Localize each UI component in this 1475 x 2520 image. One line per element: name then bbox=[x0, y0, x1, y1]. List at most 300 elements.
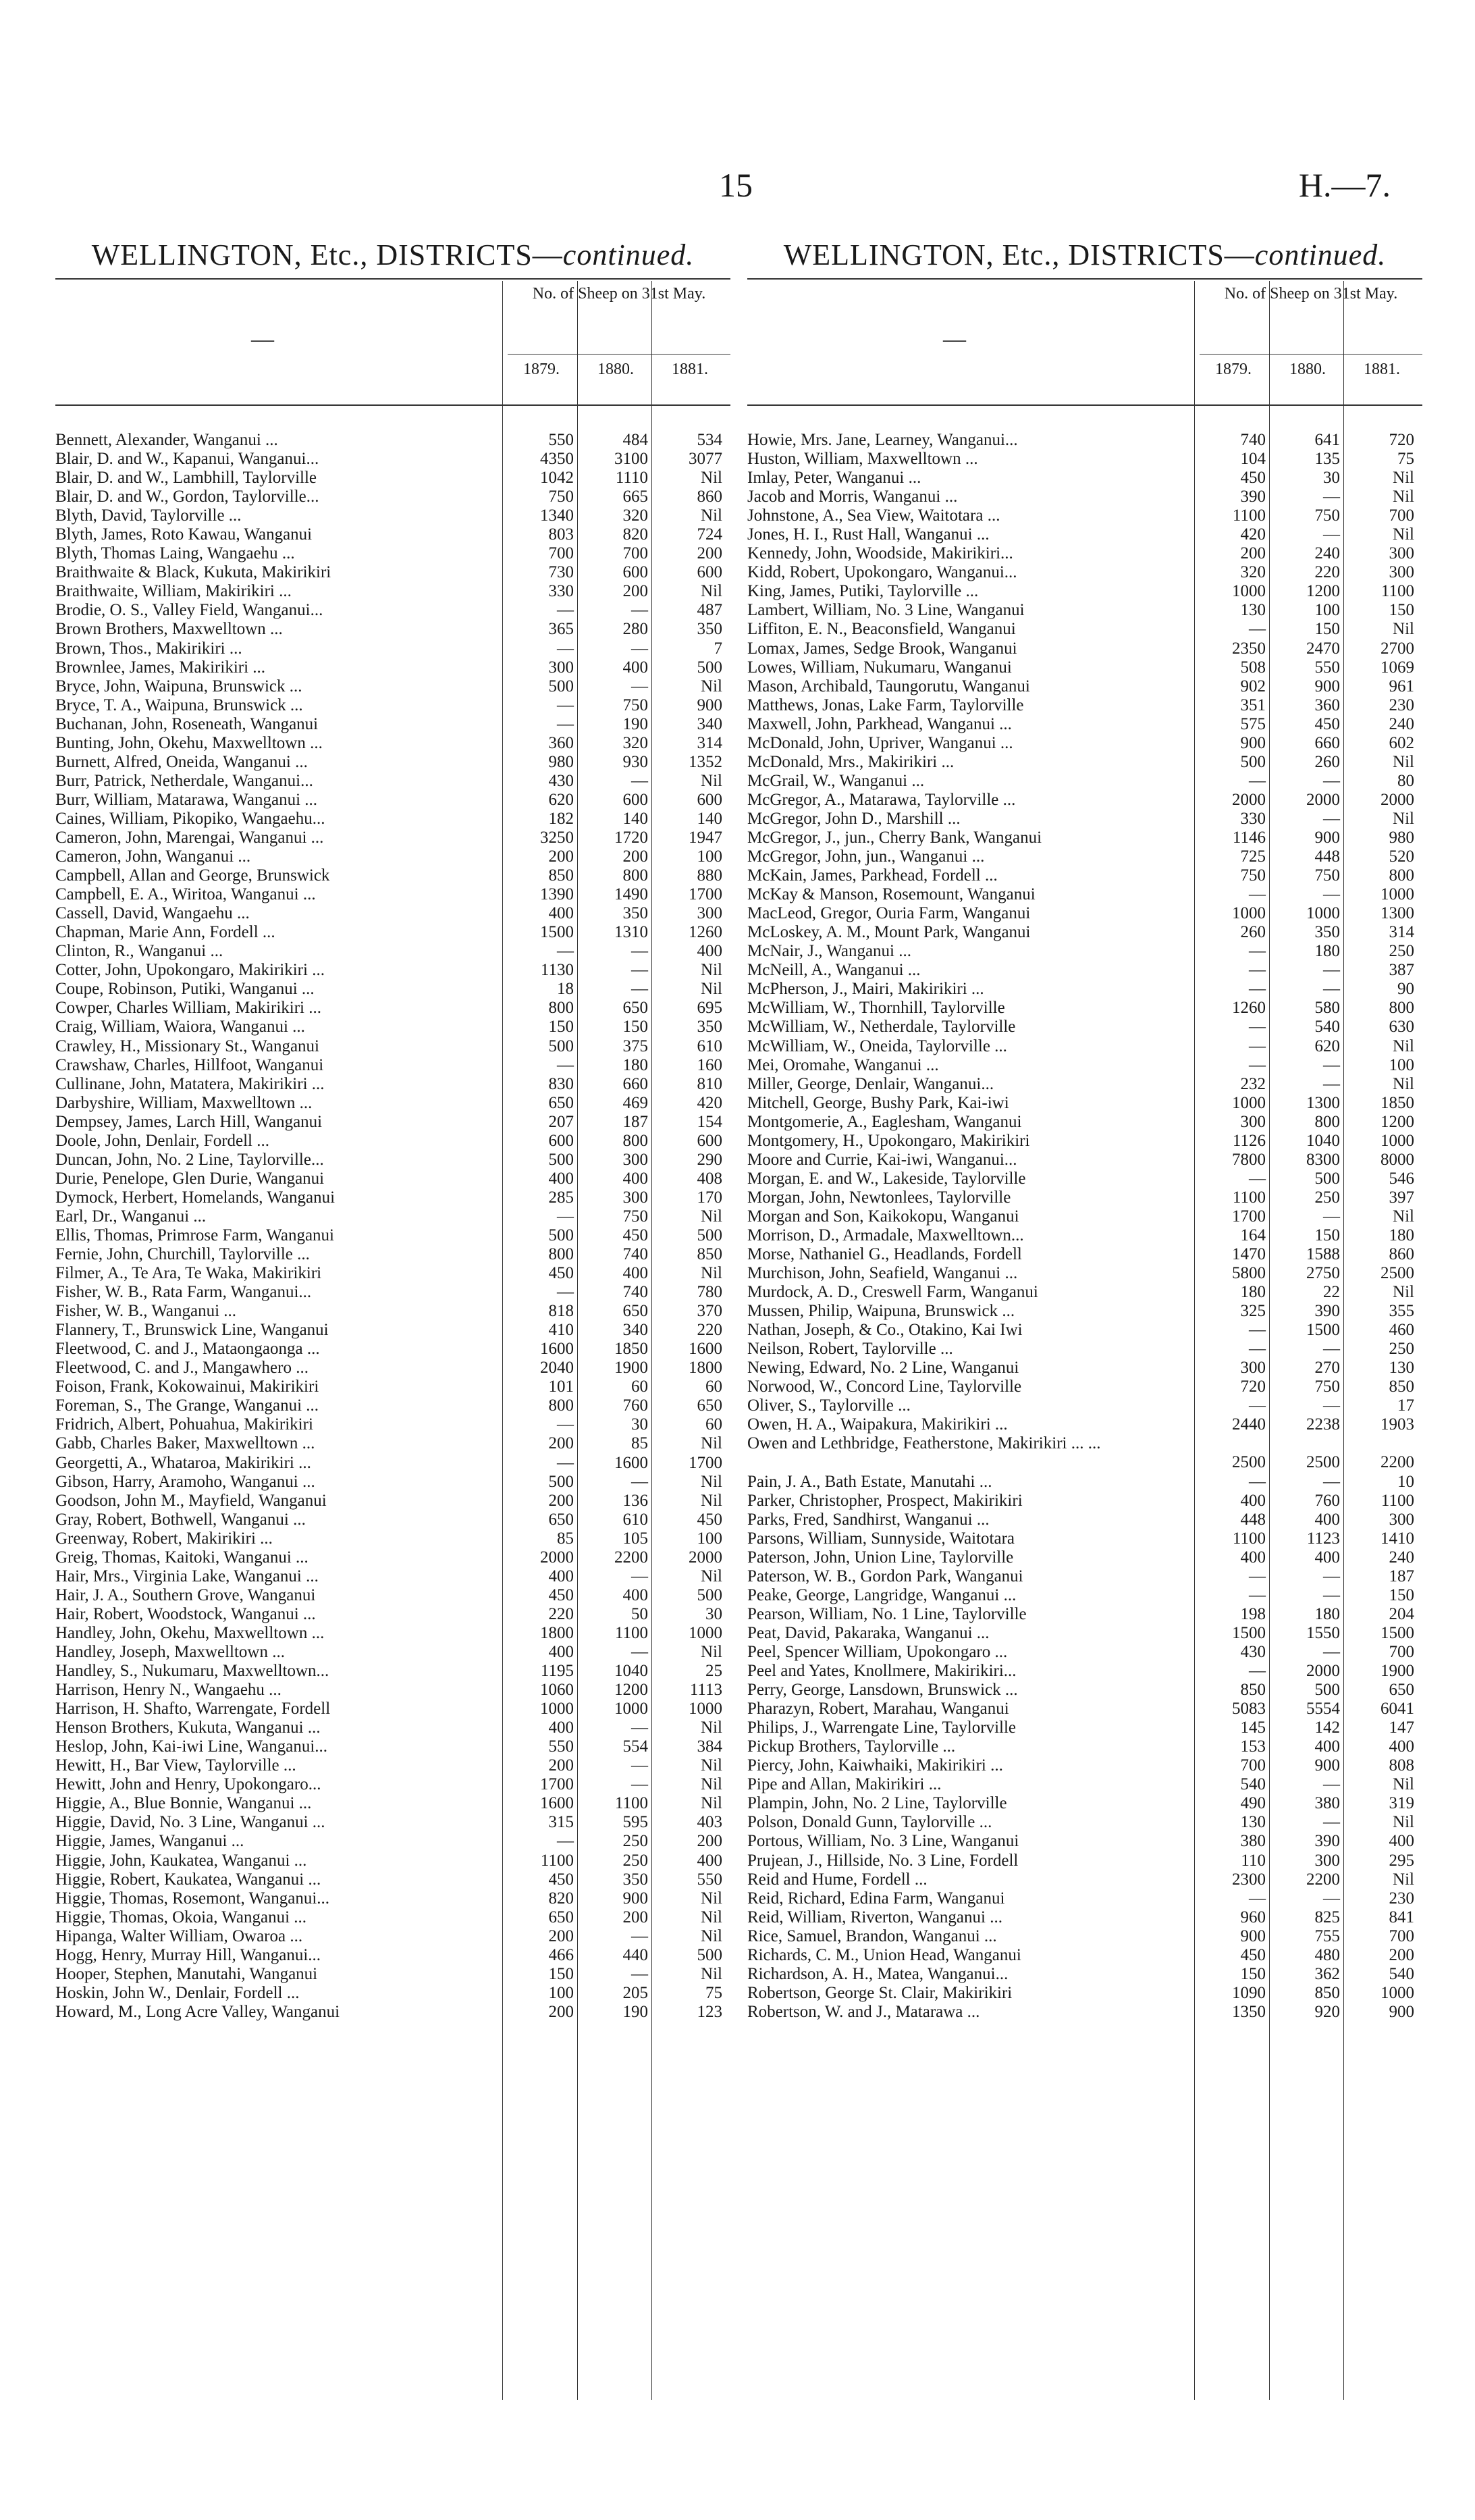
sheep-1880-cell: — bbox=[631, 771, 648, 790]
table-row bbox=[747, 1718, 1422, 1737]
sheep-1879-cell: 351 bbox=[1240, 695, 1266, 714]
sheep-1880-cell: 600 bbox=[622, 563, 648, 582]
sheep-1880-cell: 700 bbox=[622, 544, 648, 563]
table-row bbox=[747, 1511, 1422, 1529]
sheep-1879-cell: 500 bbox=[548, 1472, 574, 1491]
owner-name-cell: McNeill, A., Wanganui ... bbox=[747, 961, 921, 980]
sheep-1879-cell: — bbox=[557, 942, 574, 961]
table-row bbox=[55, 525, 730, 544]
owner-name-cell: Hair, J. A., Southern Grove, Wanganui bbox=[55, 1585, 316, 1604]
sheep-1879-cell: — bbox=[1249, 1321, 1266, 1340]
sheep-1881-cell: 2200 bbox=[1380, 1453, 1414, 1472]
table-row bbox=[55, 942, 730, 961]
table-row bbox=[55, 1529, 730, 1548]
year-1881-header: 1881. bbox=[1364, 361, 1400, 378]
sheep-1881-cell: 720 bbox=[1389, 431, 1414, 449]
sheep-1880-cell: 150 bbox=[1314, 620, 1340, 639]
owner-name-cell: Imlay, Peter, Wanganui ... bbox=[747, 469, 921, 488]
sheep-1880-cell: — bbox=[631, 1775, 648, 1794]
owner-name-cell: Higgie, Thomas, Okoia, Wanganui ... bbox=[55, 1908, 307, 1926]
sheep-1879-cell: 650 bbox=[548, 1510, 574, 1529]
sheep-1881-cell: 200 bbox=[1389, 1945, 1414, 1964]
sheep-1881-cell: Nil bbox=[1393, 525, 1414, 544]
sheep-1881-cell: 546 bbox=[1389, 1169, 1414, 1188]
sheep-1881-cell: 540 bbox=[1389, 1964, 1414, 1983]
table-row bbox=[55, 1852, 730, 1870]
table-row bbox=[55, 544, 730, 563]
table-row bbox=[747, 1283, 1422, 1302]
sheep-1879-cell: — bbox=[1249, 1169, 1266, 1188]
table-row bbox=[747, 753, 1422, 772]
table-row bbox=[55, 1511, 730, 1529]
owner-name-cell: Fisher, W. B., Wanganui ... bbox=[55, 1302, 237, 1321]
sheep-1881-cell: 150 bbox=[1389, 601, 1414, 620]
table-row bbox=[747, 1813, 1422, 1832]
sheep-1880-cell: 300 bbox=[622, 1188, 648, 1207]
owner-name-cell: Pickup Brothers, Taylorville ... bbox=[747, 1737, 956, 1756]
sheep-1881-cell: Nil bbox=[701, 1775, 722, 1794]
sheep-1880-cell: — bbox=[1323, 809, 1340, 828]
table-row bbox=[55, 904, 730, 923]
sheep-1879-cell: 400 bbox=[548, 1718, 574, 1737]
table-row bbox=[747, 829, 1422, 847]
table-row bbox=[55, 1037, 730, 1056]
sheep-1881-cell: Nil bbox=[701, 506, 722, 525]
table-row bbox=[55, 1415, 730, 1434]
table-row bbox=[747, 1132, 1422, 1151]
sheep-1880-cell: 280 bbox=[622, 620, 648, 639]
sheep-1881-cell: 17 bbox=[1397, 1396, 1414, 1415]
sheep-1881-cell: 408 bbox=[697, 1169, 722, 1188]
sheep-1881-cell: 90 bbox=[1397, 980, 1414, 999]
sheep-1879-cell: 575 bbox=[1240, 714, 1266, 733]
sheep-1880-cell: — bbox=[631, 1718, 648, 1737]
table-row bbox=[55, 847, 730, 866]
owner-name-cell: Robertson, George St. Clair, Makirikiri bbox=[747, 1983, 1013, 2002]
right-column-title: WELLINGTON, Etc., DISTRICTS—continued. bbox=[783, 238, 1387, 271]
sheep-1880-cell: — bbox=[1323, 961, 1340, 980]
sheep-1881-cell: 810 bbox=[697, 1074, 722, 1093]
sheep-1879-cell: 490 bbox=[1240, 1794, 1266, 1813]
sheep-1881-cell: 230 bbox=[1389, 695, 1414, 714]
owner-name-cell: Cowper, Charles William, Makirikiri ... bbox=[55, 999, 321, 1018]
sheep-1879-cell: 1340 bbox=[540, 506, 574, 525]
sheep-1880-cell: 595 bbox=[622, 1813, 648, 1832]
table-row bbox=[55, 450, 730, 469]
sheep-1880-cell: 2500 bbox=[1306, 1453, 1340, 1472]
owner-name-cell: Fleetwood, C. and J., Mataongaonga ... bbox=[55, 1340, 320, 1359]
sheep-1879-cell: 1500 bbox=[1232, 1623, 1266, 1642]
table-row bbox=[55, 1359, 730, 1377]
sheep-1880-cell: 340 bbox=[622, 1321, 648, 1340]
table-row bbox=[747, 601, 1422, 620]
owner-name-cell: Hoskin, John W., Denlair, Fordell ... bbox=[55, 1983, 300, 2002]
sheep-1881-cell: 1100 bbox=[1380, 582, 1414, 601]
table-row bbox=[747, 677, 1422, 696]
sheep-1881-cell: Nil bbox=[1393, 1775, 1414, 1794]
sheep-1879-cell: 2500 bbox=[1232, 1453, 1266, 1472]
owner-name-cell: Cassell, David, Wangaehu ... bbox=[55, 904, 250, 923]
sheep-1880-cell: — bbox=[1323, 885, 1340, 904]
sheep-1880-cell: 930 bbox=[622, 752, 648, 771]
owner-name-cell: Parks, Fred, Sandhirst, Wanganui ... bbox=[747, 1510, 990, 1529]
owner-name-cell: Richards, C. M., Union Head, Wanganui bbox=[747, 1945, 1021, 1964]
sheep-1880-cell: — bbox=[631, 639, 648, 658]
table-row bbox=[55, 1207, 730, 1226]
table-row bbox=[55, 563, 730, 582]
sheep-1880-cell: 350 bbox=[622, 1870, 648, 1889]
owner-name-cell: Gray, Robert, Bothwell, Wanganui ... bbox=[55, 1510, 306, 1529]
table-row bbox=[747, 525, 1422, 544]
sheep-1881-cell: 397 bbox=[1389, 1188, 1414, 1207]
table-row bbox=[747, 1434, 1422, 1472]
sheep-1880-cell: 448 bbox=[1314, 847, 1340, 866]
sheep-1880-cell: 200 bbox=[622, 847, 648, 866]
owner-name-cell: Kennedy, John, Woodside, Makirikiri... bbox=[747, 544, 1013, 563]
sheep-1880-cell: — bbox=[1323, 1775, 1340, 1794]
owner-name-cell: Howard, M., Long Acre Valley, Wanganui bbox=[55, 2002, 340, 2021]
table-row bbox=[747, 1681, 1422, 1700]
table-row bbox=[55, 999, 730, 1018]
table-row bbox=[747, 1586, 1422, 1605]
table-row bbox=[747, 961, 1422, 980]
left-rows bbox=[55, 431, 730, 2022]
owner-name-cell: Newing, Edward, No. 2 Line, Wanganui bbox=[747, 1359, 1019, 1377]
sheep-1880-cell: 1040 bbox=[1306, 1131, 1340, 1150]
owner-name-cell: Reid, William, Riverton, Wanganui ... bbox=[747, 1908, 1002, 1926]
sheep-1879-cell: 450 bbox=[548, 1870, 574, 1889]
owner-name-cell: Morgan, E. and W., Lakeside, Taylorville bbox=[747, 1169, 1026, 1188]
table-row bbox=[747, 1094, 1422, 1113]
right-rows bbox=[747, 431, 1422, 2022]
table-row bbox=[55, 1643, 730, 1662]
sheep-1880-cell: 469 bbox=[622, 1093, 648, 1112]
sheep-1880-cell: 85 bbox=[631, 1434, 648, 1453]
sheep-1880-cell: 750 bbox=[1314, 866, 1340, 885]
sheep-1879-cell: 130 bbox=[1240, 601, 1266, 620]
sheep-1880-cell: 900 bbox=[622, 1889, 648, 1908]
sheep-1880-cell: 750 bbox=[622, 1207, 648, 1226]
sheep-1880-cell: 320 bbox=[622, 506, 648, 525]
table-row bbox=[55, 1813, 730, 1832]
sheep-1879-cell: 85 bbox=[557, 1529, 574, 1548]
sheep-1879-cell: 330 bbox=[548, 582, 574, 601]
sheep-1879-cell: 740 bbox=[1240, 431, 1266, 449]
owner-name-cell: Oliver, S., Taylorville ... bbox=[747, 1396, 911, 1415]
sheep-1880-cell: 825 bbox=[1314, 1908, 1340, 1926]
owner-name-cell: Richardson, A. H., Matea, Wanganui... bbox=[747, 1964, 1009, 1983]
table-row bbox=[747, 885, 1422, 904]
sheep-1880-cell: 750 bbox=[622, 695, 648, 714]
sheep-1881-cell: 319 bbox=[1389, 1794, 1414, 1813]
table-row bbox=[55, 1283, 730, 1302]
sheep-1879-cell: — bbox=[1249, 1036, 1266, 1055]
owner-name-cell: Brodie, O. S., Valley Field, Wanganui... bbox=[55, 601, 323, 620]
sheep-1881-cell: 724 bbox=[697, 525, 722, 544]
sheep-1880-cell: 1490 bbox=[614, 885, 648, 904]
sheep-1881-cell: 204 bbox=[1389, 1604, 1414, 1623]
sheep-1879-cell: 650 bbox=[548, 1093, 574, 1112]
owner-name-cell: Buchanan, John, Roseneath, Wanganui bbox=[55, 714, 319, 733]
table-row bbox=[747, 1396, 1422, 1415]
sheep-1880-cell: — bbox=[1323, 980, 1340, 999]
table-row bbox=[747, 1415, 1422, 1434]
sheep-1880-cell: 650 bbox=[622, 1302, 648, 1321]
sheep-1879-cell: 500 bbox=[548, 1036, 574, 1055]
table-row bbox=[55, 1151, 730, 1170]
sheep-1879-cell: 800 bbox=[548, 1396, 574, 1415]
report-id: H.—7. bbox=[1298, 166, 1391, 204]
owner-name-cell: Georgetti, A., Whataroa, Makirikiri ... bbox=[55, 1453, 311, 1472]
sheep-1881-cell: 250 bbox=[1389, 942, 1414, 961]
sheep-1881-cell: Nil bbox=[701, 1207, 722, 1226]
sheep-1880-cell: — bbox=[1323, 1472, 1340, 1491]
sheep-1880-cell: — bbox=[1323, 1643, 1340, 1661]
sheep-1881-cell: Nil bbox=[701, 980, 722, 999]
table-row bbox=[55, 1340, 730, 1359]
owner-name-cell: Higgie, A., Blue Bonnie, Wanganui ... bbox=[55, 1794, 312, 1813]
sheep-1879-cell: — bbox=[557, 1207, 574, 1226]
sheep-1879-cell: 220 bbox=[548, 1604, 574, 1623]
sheep-1880-cell: 350 bbox=[622, 904, 648, 923]
table-row bbox=[747, 431, 1422, 450]
sheep-1879-cell: 1000 bbox=[1232, 1093, 1266, 1112]
sheep-1880-cell: 205 bbox=[622, 1983, 648, 2002]
sheep-1880-cell: 50 bbox=[631, 1604, 648, 1623]
table-row bbox=[747, 1984, 1422, 2003]
sheep-1881-cell: 314 bbox=[1389, 923, 1414, 942]
sheep-1879-cell: 150 bbox=[1240, 1964, 1266, 1983]
owner-name-cell: Brownlee, James, Makirikiri ... bbox=[55, 658, 266, 677]
sheep-1881-cell: Nil bbox=[1393, 620, 1414, 639]
owner-name-cell: King, James, Putiki, Taylorville ... bbox=[747, 582, 979, 601]
sheep-1881-cell: 240 bbox=[1389, 1548, 1414, 1567]
table-row bbox=[747, 999, 1422, 1018]
sheep-1881-cell: 808 bbox=[1389, 1756, 1414, 1775]
sheep-1879-cell: 130 bbox=[1240, 1813, 1266, 1832]
sheep-1880-cell: 620 bbox=[1314, 1036, 1340, 1055]
sheep-1879-cell: 2040 bbox=[540, 1359, 574, 1377]
sheep-1880-cell: 1200 bbox=[614, 1681, 648, 1700]
owner-name-cell: Blyth, Thomas Laing, Wangaehu ... bbox=[55, 544, 295, 563]
owner-name-cell: Pearson, William, No. 1 Line, Taylorville bbox=[747, 1604, 1027, 1623]
sheep-1881-cell: 400 bbox=[697, 1851, 722, 1870]
sheep-1881-cell: Nil bbox=[701, 582, 722, 601]
sheep-1879-cell: 410 bbox=[548, 1321, 574, 1340]
sheep-1880-cell: 400 bbox=[622, 658, 648, 677]
table-row bbox=[747, 734, 1422, 753]
sheep-1880-cell: 1000 bbox=[614, 1700, 648, 1718]
owner-name-cell: Lomax, James, Sedge Brook, Wanganui bbox=[747, 639, 1017, 658]
table-row bbox=[55, 772, 730, 791]
sheep-1880-cell: 450 bbox=[622, 1226, 648, 1244]
sheep-1880-cell: 135 bbox=[1314, 450, 1340, 469]
table-row bbox=[747, 772, 1422, 791]
sheep-1879-cell: 200 bbox=[548, 1491, 574, 1510]
table-row bbox=[55, 1302, 730, 1321]
table-row bbox=[747, 923, 1422, 942]
sheep-1879-cell: 1000 bbox=[1232, 582, 1266, 601]
table-row bbox=[55, 961, 730, 980]
sheep-1879-cell: 902 bbox=[1240, 677, 1266, 695]
sheep-1881-cell: Nil bbox=[1393, 488, 1414, 506]
sheep-1881-cell: 300 bbox=[697, 904, 722, 923]
sheep-1881-cell: 500 bbox=[697, 1585, 722, 1604]
sheep-1879-cell: — bbox=[1249, 961, 1266, 980]
sheep-1879-cell: 450 bbox=[548, 1585, 574, 1604]
sheep-1881-cell: 60 bbox=[705, 1377, 722, 1396]
sheep-1879-cell: 803 bbox=[548, 525, 574, 544]
sheep-1881-cell: 80 bbox=[1397, 771, 1414, 790]
sheep-1881-cell: 600 bbox=[697, 1131, 722, 1150]
sheep-1881-cell: Nil bbox=[701, 1434, 722, 1453]
sheep-1879-cell: 2000 bbox=[540, 1548, 574, 1567]
table-row bbox=[747, 639, 1422, 658]
owner-name-cell: Philips, J., Warrengate Line, Taylorville bbox=[747, 1718, 1017, 1737]
sheep-1879-cell: 1350 bbox=[1232, 2002, 1266, 2021]
owner-name-cell: Jones, H. I., Rust Hall, Wanganui ... bbox=[747, 525, 990, 544]
sheep-1881-cell: Nil bbox=[701, 1889, 722, 1908]
owner-name-cell: Campbell, E. A., Wiritoa, Wanganui ... bbox=[55, 885, 316, 904]
table-row bbox=[55, 1094, 730, 1113]
owner-name-cell: Brown, Thos., Makirikiri ... bbox=[55, 639, 242, 658]
sheep-1881-cell: 160 bbox=[697, 1055, 722, 1074]
owner-name-cell: Harrison, Henry N., Wangaehu ... bbox=[55, 1681, 281, 1700]
table-row bbox=[747, 1529, 1422, 1548]
sheep-1880-cell: 1720 bbox=[614, 828, 648, 847]
sheep-1879-cell: 300 bbox=[548, 658, 574, 677]
sheep-1880-cell: 2470 bbox=[1306, 639, 1340, 658]
sheep-1879-cell: 508 bbox=[1240, 658, 1266, 677]
page-number: 15 bbox=[719, 166, 753, 204]
owner-name-cell: Montgomerie, A., Eaglesham, Wanganui bbox=[747, 1112, 1022, 1131]
sheep-1880-cell: 1100 bbox=[614, 1794, 648, 1813]
owner-name-cell: Liffiton, E. N., Beaconsfield, Wanganui bbox=[747, 620, 1016, 639]
sheep-1880-cell: 2000 bbox=[1306, 790, 1340, 809]
table-row bbox=[55, 885, 730, 904]
sheep-1880-cell: 2238 bbox=[1306, 1415, 1340, 1434]
sheep-1880-cell: 3100 bbox=[614, 450, 648, 469]
table-row bbox=[55, 431, 730, 450]
sheep-1880-cell: 1500 bbox=[1306, 1321, 1340, 1340]
sheep-1880-cell: 660 bbox=[622, 1074, 648, 1093]
owner-name-cell: Heslop, John, Kai-iwi Line, Wanganui... bbox=[55, 1737, 328, 1756]
table-row bbox=[747, 469, 1422, 488]
sheep-1880-cell: 2200 bbox=[614, 1548, 648, 1567]
sheep-1879-cell: 600 bbox=[548, 1131, 574, 1150]
sheep-1881-cell: 10 bbox=[1397, 1472, 1414, 1491]
sheep-1881-cell: 841 bbox=[1389, 1908, 1414, 1926]
sheep-1881-cell: Nil bbox=[701, 1964, 722, 1983]
sheep-1879-cell: 1600 bbox=[540, 1794, 574, 1813]
sheep-1879-cell: — bbox=[557, 639, 574, 658]
sheep-1879-cell: 1000 bbox=[540, 1700, 574, 1718]
owner-name-cell: Blair, D. and W., Kapanui, Wanganui... bbox=[55, 450, 319, 469]
sheep-1881-cell: Nil bbox=[701, 1264, 722, 1283]
owner-name-cell: Gabb, Charles Baker, Maxwelltown ... bbox=[55, 1434, 315, 1453]
sheep-1881-cell: 900 bbox=[1389, 2002, 1414, 2021]
sheep-1879-cell: 466 bbox=[548, 1945, 574, 1964]
owner-name-cell: Burr, William, Matarawa, Wanganui ... bbox=[55, 790, 318, 809]
sheep-1880-cell: — bbox=[1323, 1567, 1340, 1585]
table-row bbox=[55, 1132, 730, 1151]
sheep-1881-cell: 1352 bbox=[689, 752, 722, 771]
sheep-1880-cell: — bbox=[1323, 1207, 1340, 1226]
owner-name-cell: Duncan, John, No. 2 Line, Taylorville... bbox=[55, 1150, 324, 1169]
table-row bbox=[55, 1245, 730, 1264]
sheep-1879-cell: — bbox=[1249, 1585, 1266, 1604]
sheep-1881-cell: 700 bbox=[1389, 506, 1414, 525]
owner-name-cell: Greenway, Robert, Makirikiri ... bbox=[55, 1529, 273, 1548]
sheep-1879-cell: — bbox=[557, 1055, 574, 1074]
sheep-1881-cell: 850 bbox=[697, 1245, 722, 1264]
owner-name-cell: Burnett, Alfred, Oneida, Wanganui ... bbox=[55, 752, 308, 771]
sheep-1881-cell: 695 bbox=[697, 999, 722, 1018]
sheep-1881-cell: 500 bbox=[697, 1945, 722, 1964]
owner-name-cell: McKay & Manson, Rosemount, Wanganui bbox=[747, 885, 1036, 904]
sheep-1880-cell: — bbox=[1323, 1074, 1340, 1093]
owner-name-cell: Reid, Richard, Edina Farm, Wanganui bbox=[747, 1889, 1005, 1908]
sheep-1881-cell: 200 bbox=[697, 1832, 722, 1851]
sheep-1879-cell: 550 bbox=[548, 431, 574, 449]
sheep-1880-cell: 641 bbox=[1314, 431, 1340, 449]
sheep-1879-cell: 400 bbox=[1240, 1491, 1266, 1510]
sheep-1880-cell: 380 bbox=[1314, 1794, 1340, 1813]
table-row bbox=[55, 1605, 730, 1624]
table-row bbox=[747, 1737, 1422, 1756]
sheep-1879-cell: 980 bbox=[548, 752, 574, 771]
sheep-1880-cell: 900 bbox=[1314, 677, 1340, 695]
sheep-1880-cell: 1110 bbox=[615, 469, 648, 488]
owner-name-cell: Campbell, Allan and George, Brunswick bbox=[55, 866, 330, 885]
sheep-1880-cell: — bbox=[631, 1643, 648, 1661]
table-row bbox=[55, 866, 730, 885]
sheep-1880-cell: 30 bbox=[1323, 469, 1340, 488]
sheep-1880-cell: — bbox=[1323, 771, 1340, 790]
table-row bbox=[55, 1188, 730, 1207]
table-row bbox=[747, 1965, 1422, 1984]
sheep-1880-cell: 30 bbox=[631, 1415, 648, 1434]
owner-name-cell: Pain, J. A., Bath Estate, Manutahi ... bbox=[747, 1472, 992, 1491]
sheep-1879-cell: 700 bbox=[1240, 1756, 1266, 1775]
sheep-1881-cell: 900 bbox=[697, 695, 722, 714]
sheep-1881-cell: 550 bbox=[697, 1870, 722, 1889]
sheep-1880-cell: 1000 bbox=[1306, 904, 1340, 923]
sheep-1879-cell: 750 bbox=[1240, 866, 1266, 885]
table-row bbox=[55, 923, 730, 942]
table-row bbox=[747, 1226, 1422, 1245]
table-row bbox=[55, 1226, 730, 1245]
sheep-1879-cell: 365 bbox=[548, 620, 574, 639]
name-column-header: — bbox=[251, 327, 274, 352]
owner-name-cell: Higgie, James, Wanganui ... bbox=[55, 1832, 244, 1851]
sheep-1880-cell: 260 bbox=[1314, 752, 1340, 771]
sheep-1879-cell: 1700 bbox=[1232, 1207, 1266, 1226]
sheep-1880-cell: 750 bbox=[1314, 1377, 1340, 1396]
sheep-1879-cell: 420 bbox=[1240, 525, 1266, 544]
sheep-1879-cell: 500 bbox=[548, 1226, 574, 1244]
sheep-1881-cell: 780 bbox=[697, 1283, 722, 1302]
owner-name-cell: Johnstone, A., Sea View, Waitotara ... bbox=[747, 506, 1000, 525]
sheep-1881-cell: 2000 bbox=[689, 1548, 722, 1567]
table-row bbox=[747, 1832, 1422, 1851]
sheep-1879-cell: 5083 bbox=[1232, 1700, 1266, 1718]
sheep-1881-cell: 220 bbox=[697, 1321, 722, 1340]
sheep-1880-cell: 554 bbox=[622, 1737, 648, 1756]
owner-name-cell: Morgan and Son, Kaikokopu, Wanganui bbox=[747, 1207, 1019, 1226]
year-1881-header: 1881. bbox=[672, 361, 708, 378]
owner-name-cell: Earl, Dr., Wanganui ... bbox=[55, 1207, 207, 1226]
